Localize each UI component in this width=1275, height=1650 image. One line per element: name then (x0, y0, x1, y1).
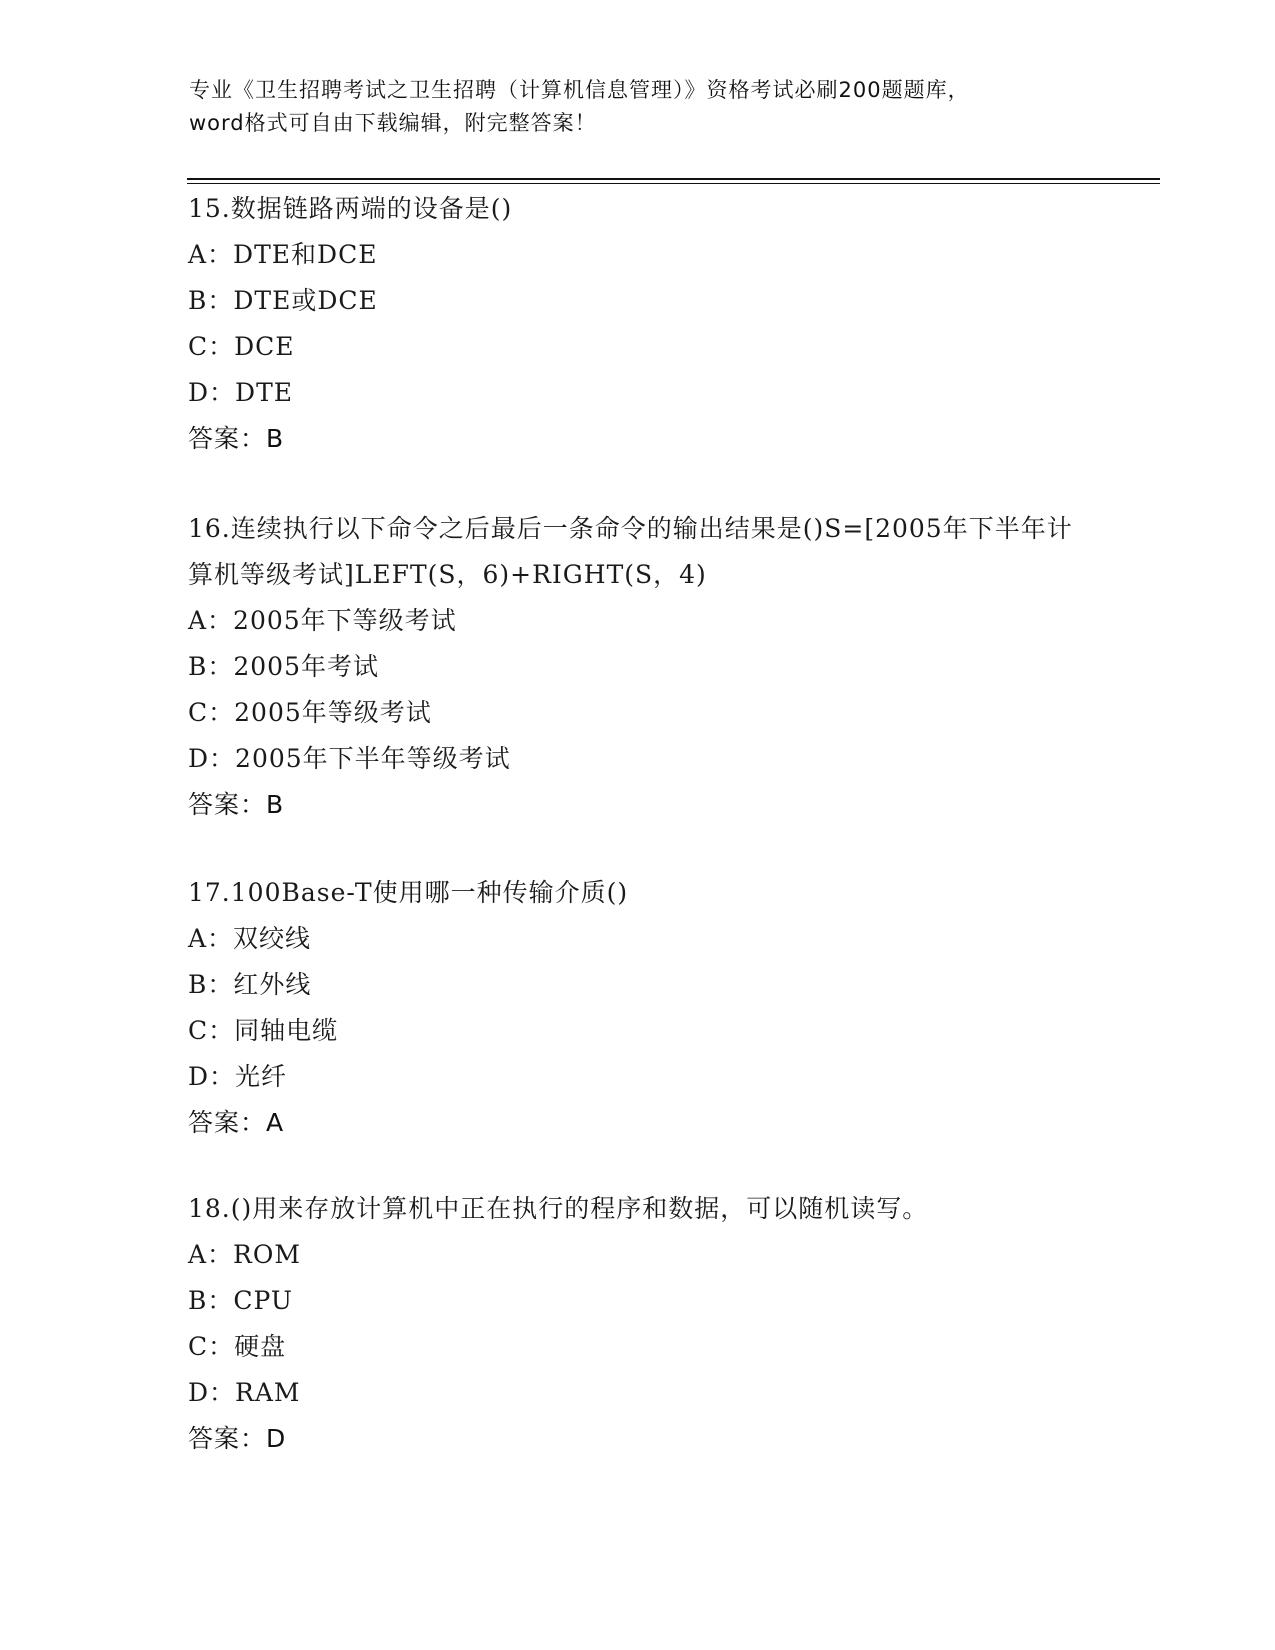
option-b: B：2005年考试 (188, 652, 379, 681)
question-stem: 16.连续执行以下命令之后最后一条命令的输出结果是()S=[2005年下半年计算机等级考试]LEFT(S，6)+RIGHT(S，4) (188, 514, 1073, 589)
answer-line: 答案：B (188, 424, 285, 453)
header-line-1: 专业《卫生招聘考试之卫生招聘（计算机信息管理）》资格考试必刷200题题库， (189, 78, 970, 102)
question-stem: 18.()用来存放计算机中正在执行的程序和数据，可以随机读写。 (188, 1194, 929, 1223)
option-d: D：2005年下半年等级考试 (188, 744, 511, 773)
option-c: C：同轴电缆 (188, 1016, 339, 1045)
header-divider-thin (187, 183, 1160, 184)
question-16 (188, 506, 1088, 828)
question-17 (188, 870, 1088, 1146)
option-c: C：硬盘 (188, 1332, 287, 1361)
option-d: D：DTE (188, 378, 294, 407)
question-stem: 17.100Base-T使用哪一种传输介质() (188, 878, 629, 907)
question-18 (188, 1186, 1088, 1462)
option-a: A：DTE和DCE (188, 240, 378, 269)
header-divider-thick (187, 178, 1160, 180)
option-a: A：ROM (188, 1240, 301, 1269)
header-line-2: word格式可自由下载编辑，附完整答案！ (189, 111, 597, 135)
option-b: B：CPU (188, 1286, 293, 1315)
question-stem: 15.数据链路两端的设备是() (188, 194, 513, 223)
option-b: B：红外线 (188, 970, 312, 999)
answer-line: 答案：A (188, 1108, 285, 1137)
document-header (189, 74, 1089, 140)
option-c: C：2005年等级考试 (188, 698, 432, 727)
answer-line: 答案：B (188, 790, 285, 819)
option-d: D：RAM (188, 1378, 301, 1407)
option-b: B：DTE或DCE (188, 286, 378, 315)
option-a: A：双绞线 (188, 924, 312, 953)
answer-line: 答案：D (188, 1424, 287, 1453)
option-c: C：DCE (188, 332, 295, 361)
option-a: A：2005年下等级考试 (188, 606, 457, 635)
option-d: D：光纤 (188, 1062, 288, 1091)
question-15 (188, 186, 1088, 462)
